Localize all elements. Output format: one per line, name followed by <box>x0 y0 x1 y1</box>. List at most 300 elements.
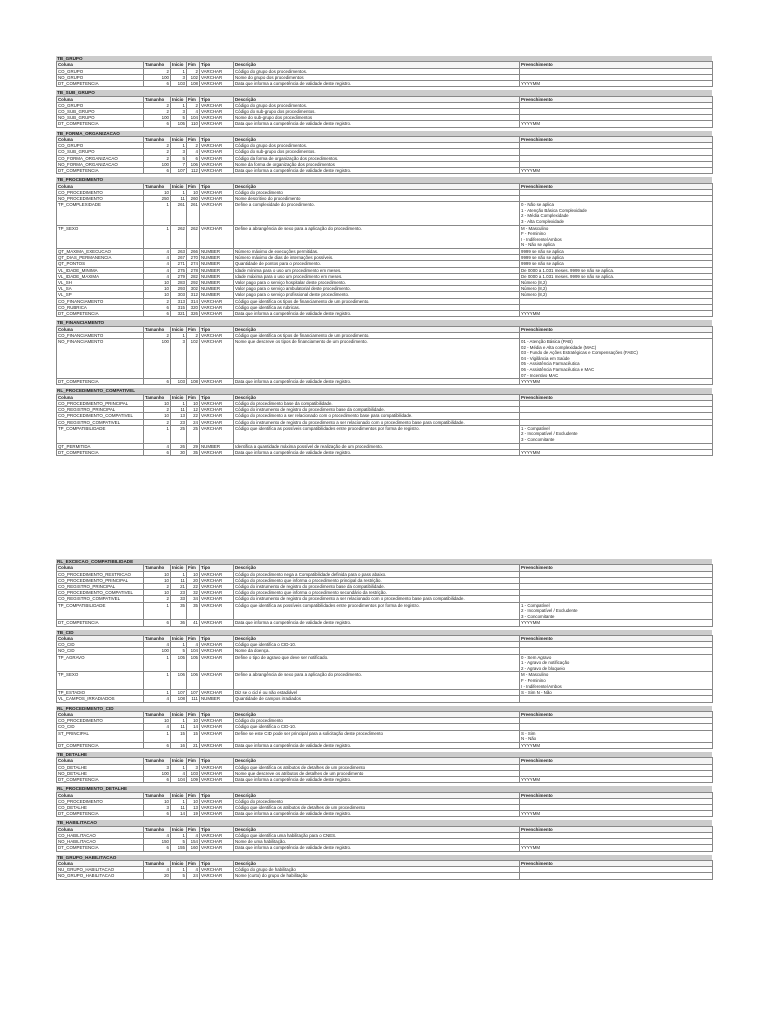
table-row <box>57 730 713 742</box>
table-block <box>56 855 712 880</box>
field-description: Define o tipo de agravo que deve ser notificado. <box>234 654 520 672</box>
field-fill: YYYYMM <box>520 311 713 317</box>
field-end: 4 <box>187 642 200 648</box>
fill-option: N - Não se aplica <box>521 242 555 248</box>
field-start: 11 <box>171 724 187 730</box>
column-header: Descrição <box>234 826 520 832</box>
schema-table <box>56 394 713 456</box>
field-type: VARCHAR <box>200 654 234 672</box>
field-fill: De 0000 a 1.031 meses. 9999 se não se aplica. <box>520 273 713 279</box>
field-end: 111 <box>187 696 200 702</box>
field-name: TP_COMPLEXIDADE <box>57 202 144 225</box>
column-header: Preenchimento <box>520 711 713 717</box>
column-header: Descrição <box>234 758 520 764</box>
field-description: Código do procedimento <box>234 189 520 195</box>
field-end: 112 <box>187 168 200 174</box>
field-start: 313 <box>171 298 187 304</box>
field-size: 10 <box>144 590 171 596</box>
column-header: Coluna <box>57 326 144 332</box>
fill-option: F - Feminino <box>521 677 546 683</box>
field-end: 274 <box>187 261 200 267</box>
field-size: 4 <box>144 443 171 449</box>
field-fill: Número (8,2) <box>520 279 713 285</box>
field-description: Data que informa a competência de validade deste registro. <box>234 845 520 851</box>
table-row <box>57 81 713 87</box>
column-header: Descrição <box>234 635 520 641</box>
field-name: VL_CAMPOS_IRRADIADOS <box>57 696 144 702</box>
field-start: 13 <box>171 413 187 419</box>
field-name: DT_COMPETENCIA <box>57 379 144 385</box>
field-description: Código do grupo dos procedimentos. <box>234 102 520 108</box>
field-size: 4 <box>144 867 171 873</box>
fill-option: 0 - Sem Agravo <box>521 654 552 660</box>
field-description: Data que informa a competência de validade deste registro. <box>234 811 520 817</box>
column-header: Coluna <box>57 826 144 832</box>
field-size: 10 <box>144 400 171 406</box>
field-end: 2 <box>187 102 200 108</box>
table-row <box>57 696 713 702</box>
field-type: NUMBER <box>200 255 234 261</box>
field-size: 10 <box>144 413 171 419</box>
field-size: 6 <box>144 620 171 626</box>
field-description: Código do grupo dos procedimentos. <box>234 143 520 149</box>
field-size: 6 <box>144 449 171 455</box>
table-name: TB_GRUPO_HABILITACAO <box>56 855 712 860</box>
column-header: Coluna <box>57 96 144 102</box>
field-type: VARCHAR <box>200 311 234 317</box>
schema-table <box>56 757 713 783</box>
column-header: Tamanho <box>144 394 171 400</box>
field-type: VARCHAR <box>200 596 234 602</box>
field-description: Nome da forma de organização dos procedimentos <box>234 161 520 167</box>
field-type: VARCHAR <box>200 196 234 202</box>
field-name: NO_GRUPO <box>57 74 144 80</box>
field-description: Código do grupo de habilitação <box>234 867 520 873</box>
field-name: VL_IDADE_MINIMA <box>57 267 144 273</box>
field-description: Valor pago para o serviço ambulatorial deste procedimento. <box>234 286 520 292</box>
column-header: Coluna <box>57 635 144 641</box>
field-size: 10 <box>144 286 171 292</box>
field-size: 4 <box>144 261 171 267</box>
column-header: Inicio <box>171 860 187 866</box>
field-end: 15 <box>187 730 200 742</box>
field-size: 6 <box>144 742 171 748</box>
field-size: 2 <box>144 407 171 413</box>
table-name: TB_GRUPO <box>56 56 712 61</box>
field-end: 278 <box>187 267 200 273</box>
column-header: Preenchimento <box>520 394 713 400</box>
column-header: Fim <box>187 394 200 400</box>
table-name: RL_PROCEDIMENTO_CID <box>56 706 712 711</box>
field-name: QT_MAXIMA_EXECUCAO <box>57 248 144 254</box>
field-size: 3 <box>144 764 171 770</box>
field-size: 1 <box>144 602 171 620</box>
column-header: Preenchimento <box>520 137 713 143</box>
table-block <box>56 786 712 817</box>
field-description: Código que identifica os atributos de detalhes de um procedimento <box>234 764 520 770</box>
field-end: 24 <box>187 873 200 879</box>
field-size: 4 <box>144 273 171 279</box>
column-header: Fim <box>187 96 200 102</box>
field-end: 12 <box>187 407 200 413</box>
field-start: 262 <box>171 225 187 248</box>
field-description: Data que informa a competência de validade deste registro. <box>234 449 520 455</box>
field-name: CO_DETALHE <box>57 764 144 770</box>
field-start: 15 <box>171 730 187 742</box>
field-description: Data que informa a competência de validade deste registro. <box>234 379 520 385</box>
column-header: Tipo <box>200 96 234 102</box>
field-end: 104 <box>187 648 200 654</box>
field-end: 154 <box>187 839 200 845</box>
field-description: Diz se o cid é ou não estadiável <box>234 690 520 696</box>
field-fill <box>520 730 713 742</box>
table-row <box>57 168 713 174</box>
field-name: CO_PROCEDIMENTO <box>57 798 144 804</box>
field-end: 110 <box>187 121 200 127</box>
field-start: 1 <box>171 642 187 648</box>
field-description: Nome do grupo dos procedimentos <box>234 74 520 80</box>
field-size: 2 <box>144 298 171 304</box>
table-block <box>56 388 712 456</box>
field-size: 10 <box>144 189 171 195</box>
field-fill: YYYYMM <box>520 379 713 385</box>
field-size: 100 <box>144 648 171 654</box>
field-name: CO_PROCEDIMENTO_PRINCIPAL <box>57 577 144 583</box>
column-header: Fim <box>187 635 200 641</box>
column-header: Inicio <box>171 635 187 641</box>
field-fill: YYYYMM <box>520 121 713 127</box>
field-size: 2 <box>144 419 171 425</box>
column-header: Tipo <box>200 711 234 717</box>
field-start: 1 <box>171 143 187 149</box>
schema-table <box>56 826 713 852</box>
field-type: VARCHAR <box>200 839 234 845</box>
field-start: 1 <box>171 400 187 406</box>
table-row <box>57 121 713 127</box>
column-header: Coluna <box>57 183 144 189</box>
table-name: TB_CID <box>56 630 712 635</box>
field-type: VARCHAR <box>200 577 234 583</box>
column-header: Inicio <box>171 792 187 798</box>
field-description: Código do sub-grupo dos procedimentos. <box>234 109 520 115</box>
field-description: Define a abrangência de sexo para a aplicação do procedimento. <box>234 225 520 248</box>
field-size: 6 <box>144 311 171 317</box>
field-size: 1 <box>144 690 171 696</box>
column-header: Tamanho <box>144 792 171 798</box>
field-start: 1 <box>171 798 187 804</box>
column-header: Tamanho <box>144 826 171 832</box>
field-type: VARCHAR <box>200 121 234 127</box>
field-description: Código do procedimento que informa o procedimento secundário da restrição. <box>234 590 520 596</box>
field-start: 1 <box>171 332 187 338</box>
field-type: VARCHAR <box>200 413 234 419</box>
field-name: CO_CID <box>57 642 144 648</box>
column-header: Tipo <box>200 62 234 68</box>
field-name: NO_PROCEDIMENTO <box>57 196 144 202</box>
field-name: TP_ESTADIO <box>57 690 144 696</box>
field-description: Identifica a quantidade máxima possível de realização de um procedimento. <box>234 443 520 449</box>
fill-option: 3 - Concomitante <box>521 436 555 442</box>
table-row <box>57 225 713 248</box>
field-name: CO_PROCEDIMENTO_PRINCIPAL <box>57 400 144 406</box>
field-size: 2 <box>144 109 171 115</box>
field-type: VARCHAR <box>200 764 234 770</box>
field-description: Código do instrumento de registro do procedimento a ser relacionado com o procedimento base para compatibilidade. <box>234 596 520 602</box>
field-size: 10 <box>144 798 171 804</box>
field-name: DT_COMPETENCIA <box>57 620 144 626</box>
column-header: Inicio <box>171 565 187 571</box>
field-name: NO_CID <box>57 648 144 654</box>
field-type: VARCHAR <box>200 449 234 455</box>
column-header: Tipo <box>200 137 234 143</box>
field-fill: YYYYMM <box>520 449 713 455</box>
field-end: 108 <box>187 81 200 87</box>
column-header: Preenchimento <box>520 183 713 189</box>
table-row <box>57 873 713 879</box>
field-type: NUMBER <box>200 261 234 267</box>
field-start: 5 <box>171 873 187 879</box>
field-end: 4 <box>187 109 200 115</box>
field-start: 1 <box>171 189 187 195</box>
table-row <box>57 672 713 690</box>
column-header: Preenchimento <box>520 62 713 68</box>
table-name: TB_DETALHE <box>56 752 712 757</box>
field-description: Código do procedimento a ser relacionado com o procedimento base para compatibilidade. <box>234 413 520 419</box>
field-fill: S - Sim N - Não <box>520 690 713 696</box>
field-size: 1 <box>144 202 171 225</box>
field-type: VARCHAR <box>200 379 234 385</box>
field-end: 2 <box>187 143 200 149</box>
table-block <box>56 752 712 783</box>
field-type: VARCHAR <box>200 804 234 810</box>
field-name: DT_COMPETENCIA <box>57 845 144 851</box>
fill-option: M - Masculino <box>521 672 549 678</box>
field-name: CO_REGISTRO_PRINCIPAL <box>57 583 144 589</box>
field-end: 260 <box>187 196 200 202</box>
field-end: 108 <box>187 379 200 385</box>
field-description: Nome que descreve os tipos de financiamento de um procedimento. <box>234 339 520 379</box>
field-start: 1 <box>171 832 187 838</box>
field-type: VARCHAR <box>200 202 234 225</box>
field-start: 279 <box>171 273 187 279</box>
column-header: Inicio <box>171 826 187 832</box>
field-description: Idade máxima para o uso um procedimento em meses. <box>234 273 520 279</box>
field-description: Data que informa a competência de validade deste registro. <box>234 168 520 174</box>
field-start: 1 <box>171 718 187 724</box>
fill-option: 07 - Incentivo MAC <box>521 372 559 378</box>
field-name: DT_COMPETENCIA <box>57 81 144 87</box>
field-description: Número máximo de dias de internações possíveis. <box>234 255 520 261</box>
table-row <box>57 339 713 379</box>
field-size: 2 <box>144 596 171 602</box>
field-fill <box>520 202 713 225</box>
field-type: VARCHAR <box>200 730 234 742</box>
table-block <box>56 131 712 175</box>
field-size: 20 <box>144 873 171 879</box>
field-size: 1 <box>144 425 171 443</box>
field-start: 23 <box>171 590 187 596</box>
field-name: VL_IDADE_MAXIMA <box>57 273 144 279</box>
field-type: NUMBER <box>200 248 234 254</box>
field-end: 10 <box>187 571 200 577</box>
field-type: NUMBER <box>200 292 234 298</box>
table-row <box>57 811 713 817</box>
field-end: 6 <box>187 155 200 161</box>
field-end: 35 <box>187 602 200 620</box>
field-size: 6 <box>144 845 171 851</box>
field-name: CO_RUBRICA <box>57 304 144 310</box>
field-start: 315 <box>171 304 187 310</box>
field-type: VARCHAR <box>200 583 234 589</box>
field-end: 270 <box>187 255 200 261</box>
field-type: VARCHAR <box>200 155 234 161</box>
field-size: 100 <box>144 770 171 776</box>
field-name: DT_COMPETENCIA <box>57 121 144 127</box>
field-name: CO_PROCEDIMENTO_COMPATIVEL <box>57 413 144 419</box>
field-description: Código que identifica uma habilitação para o CNES. <box>234 832 520 838</box>
column-header: Descrição <box>234 711 520 717</box>
field-name: TP_COMPATIBILIDADE <box>57 602 144 620</box>
column-header: Tipo <box>200 826 234 832</box>
field-size: 4 <box>144 255 171 261</box>
field-type: VARCHAR <box>200 225 234 248</box>
field-type: VARCHAR <box>200 332 234 338</box>
field-name: ST_PRINCIPAL <box>57 730 144 742</box>
field-size: 1 <box>144 225 171 248</box>
field-end: 105 <box>187 654 200 672</box>
field-description: Quantidade de campos irradiados <box>234 696 520 702</box>
field-start: 3 <box>171 339 187 379</box>
field-end: 14 <box>187 724 200 730</box>
field-end: 292 <box>187 279 200 285</box>
field-description: Código que identifica as possíveis compatibilidades entre procedimentos por forma de registro. <box>234 602 520 620</box>
field-name: CO_CID <box>57 724 144 730</box>
field-end: 312 <box>187 292 200 298</box>
field-type: VARCHAR <box>200 867 234 873</box>
column-header: Coluna <box>57 62 144 68</box>
field-type: NUMBER <box>200 286 234 292</box>
field-end: 4 <box>187 149 200 155</box>
field-type: VARCHAR <box>200 642 234 648</box>
field-fill: YYYYMM <box>520 811 713 817</box>
field-size: 100 <box>144 74 171 80</box>
field-description: Código do procedimento <box>234 798 520 804</box>
column-header: Tamanho <box>144 183 171 189</box>
column-header: Tamanho <box>144 565 171 571</box>
table-block <box>56 320 712 385</box>
field-end: 10 <box>187 189 200 195</box>
fill-option: I - Indiferente/Ambos <box>521 236 562 242</box>
column-header: Coluna <box>57 137 144 143</box>
column-header: Fim <box>187 565 200 571</box>
field-description: Código do grupo dos procedimentos. <box>234 68 520 74</box>
fill-option: 04 - Vigilância em Saúde <box>521 355 570 361</box>
field-end: 103 <box>187 770 200 776</box>
field-description: Idade mínima para o uso um procedimento em meses. <box>234 267 520 273</box>
fill-option: I - Indiferente/Ambos <box>521 683 562 689</box>
field-type: VARCHAR <box>200 648 234 654</box>
field-end: 314 <box>187 298 200 304</box>
field-end: 20 <box>187 577 200 583</box>
column-header: Preenchimento <box>520 792 713 798</box>
field-type: NUMBER <box>200 443 234 449</box>
table-row <box>57 202 713 225</box>
field-fill: Número (8,2) <box>520 292 713 298</box>
column-header: Inicio <box>171 183 187 189</box>
field-end: 24 <box>187 419 200 425</box>
field-type: VARCHAR <box>200 161 234 167</box>
field-size: 100 <box>144 115 171 121</box>
field-description: Valor pago para o serviço profissional deste procedimento. <box>234 292 520 298</box>
column-header: Tamanho <box>144 711 171 717</box>
field-name: CO_HABILITACAO <box>57 832 144 838</box>
column-header: Coluna <box>57 758 144 764</box>
field-type: VARCHAR <box>200 304 234 310</box>
column-header: Tamanho <box>144 758 171 764</box>
field-size: 2 <box>144 149 171 155</box>
field-start: 263 <box>171 248 187 254</box>
table-row <box>57 449 713 455</box>
field-start: 275 <box>171 267 187 273</box>
field-type: NUMBER <box>200 273 234 279</box>
column-header: Tamanho <box>144 326 171 332</box>
column-header: Inicio <box>171 758 187 764</box>
table-name: TB_SUB_GRUPO <box>56 90 712 95</box>
field-type: VARCHAR <box>200 407 234 413</box>
field-name: QT_DIAS_PERMANENCIA <box>57 255 144 261</box>
column-header: Descrição <box>234 565 520 571</box>
field-start: 23 <box>171 419 187 425</box>
field-description: Define a abrangência de sexo para a aplicação do procedimento. <box>234 672 520 690</box>
field-name: CO_PROCEDIMENTO <box>57 189 144 195</box>
column-header: Tipo <box>200 860 234 866</box>
table-block <box>56 90 712 127</box>
fill-option: F - Feminino <box>521 231 546 237</box>
field-type: VARCHAR <box>200 81 234 87</box>
field-size: 10 <box>144 577 171 583</box>
field-size: 2 <box>144 155 171 161</box>
field-end: 19 <box>187 811 200 817</box>
column-header: Tamanho <box>144 62 171 68</box>
field-fill: YYYYMM <box>520 168 713 174</box>
column-header: Preenchimento <box>520 565 713 571</box>
field-name: TP_COMPATIBILIDADE <box>57 425 144 443</box>
schema-table <box>56 61 713 87</box>
schema-table <box>56 860 713 880</box>
field-type: VARCHAR <box>200 845 234 851</box>
field-start: 5 <box>171 648 187 654</box>
field-size: 4 <box>144 724 171 730</box>
field-type: VARCHAR <box>200 400 234 406</box>
fill-option: 1 - Compatível <box>521 425 550 431</box>
field-size: 6 <box>144 121 171 127</box>
field-start: 36 <box>171 620 187 626</box>
field-start: 103 <box>171 81 187 87</box>
field-end: 10 <box>187 718 200 724</box>
field-fill <box>520 339 713 379</box>
field-name: VL_SA <box>57 286 144 292</box>
field-start: 33 <box>171 596 187 602</box>
field-type: VARCHAR <box>200 873 234 879</box>
column-header: Preenchimento <box>520 635 713 641</box>
field-fill: YYYYMM <box>520 776 713 782</box>
field-start: 11 <box>171 804 187 810</box>
field-start: 5 <box>171 839 187 845</box>
field-size: 4 <box>144 696 171 702</box>
field-name: NO_FINANCIAMENTO <box>57 339 144 379</box>
field-type: VARCHAR <box>200 149 234 155</box>
field-type: VARCHAR <box>200 425 234 443</box>
